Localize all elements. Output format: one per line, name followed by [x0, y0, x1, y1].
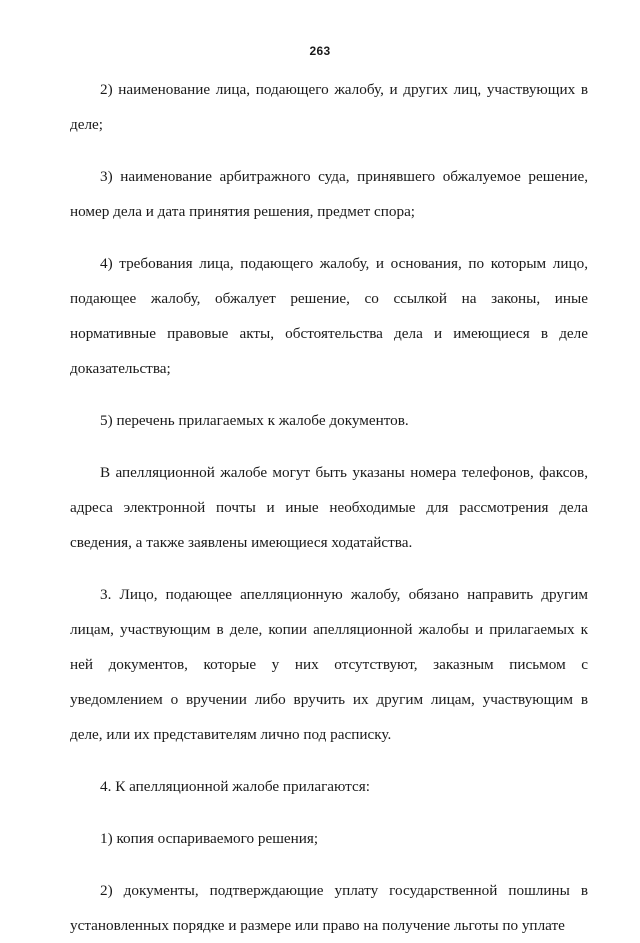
paragraph-contact-details: В апелляционной жалобе могут быть указаны номера телефонов, факсов, адреса электронной почты и иные необходимые для рассмотрения дела сведения, а также заявлены имеющиеся ходатайства. [70, 464, 588, 551]
paragraph-section-3: 3. Лицо, подающее апелляционную жалобу, обязано направить другим лицам, участвующим в деле, копии апелляционной жалобы и прилагаемых к ней документов, которые у них отсутствуют, заказным письмом с уведомлением о вручении либо вручить их другим лицам, участвующим в деле, или их представителям лично под расписку. [70, 586, 588, 743]
paragraph-item-2: 2) наименование лица, подающего жалобу, и других лиц, участвующих в деле; [70, 81, 588, 133]
paragraph-item-3: 3) наименование арбитражного суда, принявшего обжалуемое решение, номер дела и дата принятия решения, предмет спора; [70, 168, 588, 220]
paragraph-attachment-2: 2) документы, подтверждающие уплату государственной пошлины в установленных порядке и размере или право на получение льготы по уплате [70, 882, 588, 934]
paragraph-attachment-1: 1) копия оспариваемого решения; [100, 830, 319, 847]
paragraph-section-4: 4. К апелляционной жалобе прилагаются: [100, 778, 370, 795]
paragraph-item-4: 4) требования лица, подающего жалобу, и основания, по которым лицо, подающее жалобу, обжалует решение, со ссылкой на законы, иные нормативные правовые акты, обстоятельства дела и имеющиеся в деле доказательства; [70, 255, 588, 377]
paragraph-item-5: 5) перечень прилагаемых к жалобе документов. [100, 412, 409, 429]
document-body [70, 72, 588, 943]
page-number: 263 [309, 44, 331, 58]
